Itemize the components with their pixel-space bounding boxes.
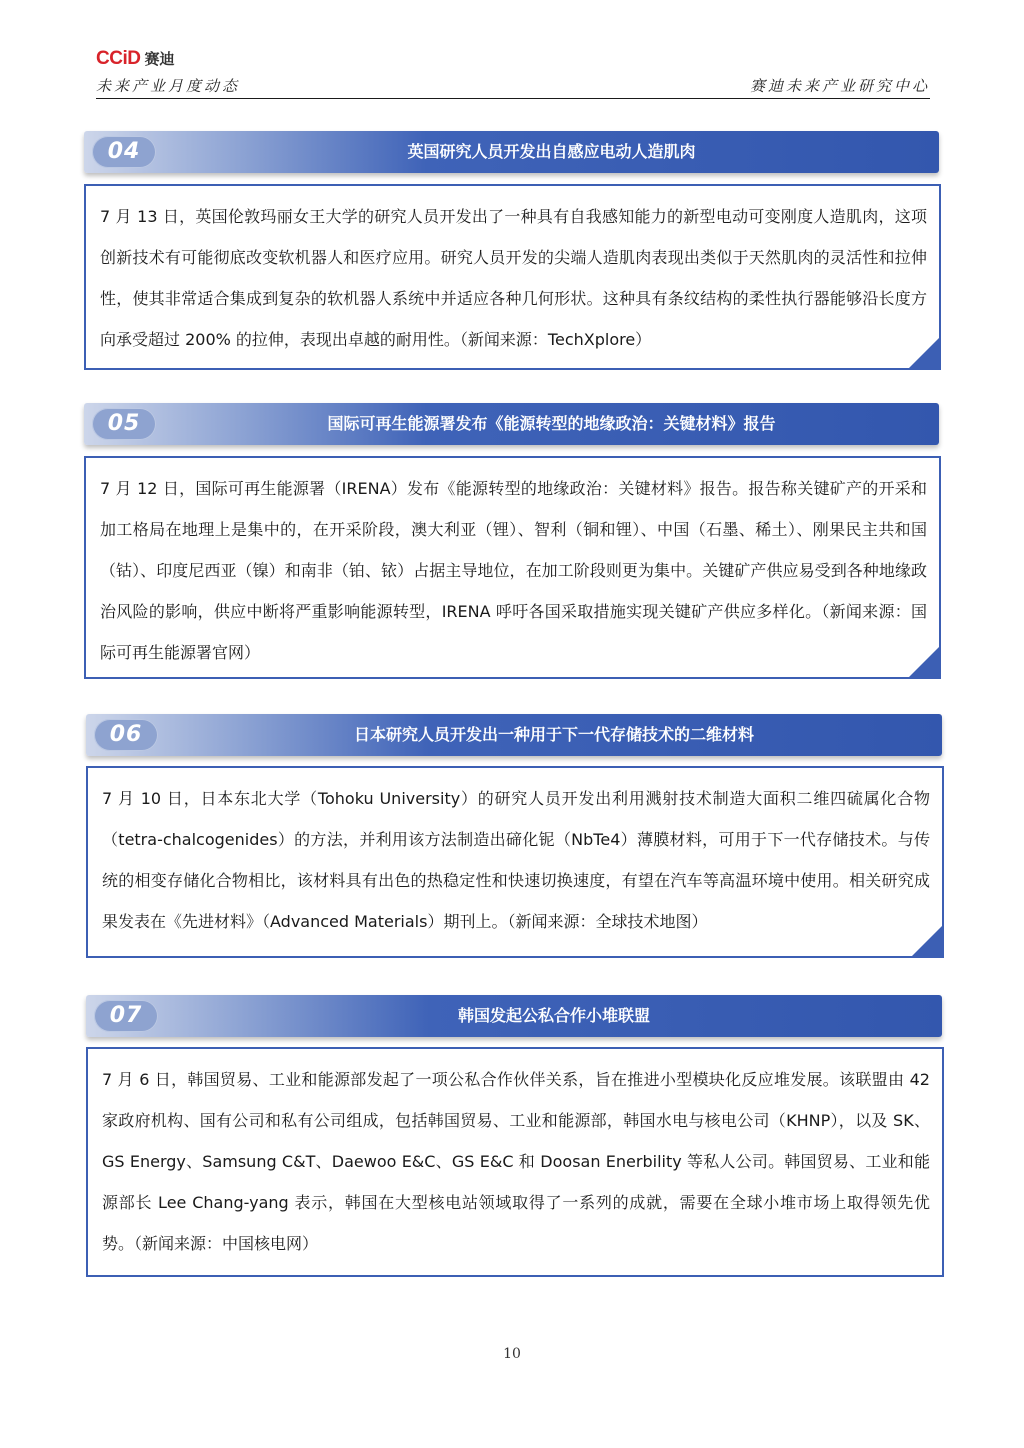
section-number-badge: 06: [94, 719, 158, 751]
page-header: [96, 48, 930, 100]
research-center-name: 赛迪未来产业研究中心: [749, 77, 930, 95]
section-title-bar: [86, 995, 942, 1037]
publication-name: 未来产业月度动态: [96, 77, 241, 95]
ccid-logo: [96, 48, 174, 70]
logo-chinese-name: 赛迪: [144, 50, 175, 68]
page-number: 10: [503, 1346, 521, 1362]
section-title-bar: [84, 403, 939, 445]
section-body-box: [84, 184, 941, 370]
section-body-box: [86, 766, 944, 958]
header-divider: [96, 98, 930, 99]
section-title: 日本研究人员开发出一种用于下一代存储技术的二维材料: [353, 725, 754, 744]
section-body-text: 7 月 6 日，韩国贸易、工业和能源部发起了一项公私合作伙伴关系，旨在推进小型模块化反应堆发展。该联盟由 42 家政府机构、国有公司和私有公司组成，包括韩国贸易、工业和能源部，韩国水电与核电公司（KHNP），以及 SK、GS Energy、Samsung C&T、Daewoo E&C、GS E&C 和 Doosan Enerbility 等私人公司。韩国贸易、工业和能源部长 Lee Chang-yang 表示，韩国在大型核电站领域取得了一系列的成就，需要在全球小堆市场上取得领先优势。（新闻来源：中国核电网）: [102, 1070, 930, 1253]
section-title-bar: [86, 714, 942, 756]
section-title-bar: [84, 131, 939, 173]
section-body-box: [86, 1047, 944, 1277]
section-number-badge: 07: [94, 1000, 158, 1032]
section-number-badge: 04: [92, 136, 156, 168]
section-body-text: 7 月 12 日，国际可再生能源署（IRENA）发布《能源转型的地缘政治：关键材料》报告。报告称关键矿产的开采和加工格局在地理上是集中的，在开采阶段，澳大利亚（锂）、智利（铜和锂）、中国（石墨、稀土）、刚果民主共和国（钴）、印度尼西亚（镍）和南非（铂、铱）占据主导地位，在加工阶段则更为集中。关键矿产供应易受到各种地缘政治风险的影响，供应中断将严重影响能源转型，IRENA 呼吁各国采取措施实现关键矿产供应多样化。（新闻来源：国际可再生能源署官网）: [100, 479, 927, 662]
section-body-text: 7 月 10 日，日本东北大学（Tohoku University）的研究人员开发出利用溅射技术制造大面积二维四硫属化合物（tetra-chalcogenides）的方法，并利用该方法制造出碲化铌（NbTe4）薄膜材料，可用于下一代存储技术。与传统的相变存储化合物相比，该材料具有出色的热稳定性和快速切换速度，有望在汽车等高温环境中使用。相关研究成果发表在《先进材料》（Advanced Materials）期刊上。（新闻来源：全球技术地图）: [102, 789, 930, 931]
section-title: 国际可再生能源署发布《能源转型的地缘政治：关键材料》报告: [327, 414, 776, 433]
corner-decoration: [909, 338, 939, 368]
section-number-badge: 05: [92, 408, 156, 440]
section-title: 韩国发起公私合作小堆联盟: [457, 1006, 650, 1025]
logo-mark: CCiD: [96, 48, 141, 69]
section-body-box: [84, 456, 941, 679]
corner-decoration: [909, 647, 939, 677]
section-title: 英国研究人员开发出自感应电动人造肌肉: [407, 142, 696, 161]
corner-decoration: [912, 926, 942, 956]
section-body-text: 7 月 13 日，英国伦敦玛丽女王大学的研究人员开发出了一种具有自我感知能力的新型电动可变刚度人造肌肉，这项创新技术有可能彻底改变软机器人和医疗应用。研究人员开发的尖端人造肌肉表现出类似于天然肌肉的灵活性和拉伸性，使其非常适合集成到复杂的软机器人系统中并适应各种几何形状。这种具有条纹结构的柔性执行器能够沿长度方向承受超过 200% 的拉伸，表现出卓越的耐用性。（新闻来源：TechXplore）: [100, 207, 927, 349]
